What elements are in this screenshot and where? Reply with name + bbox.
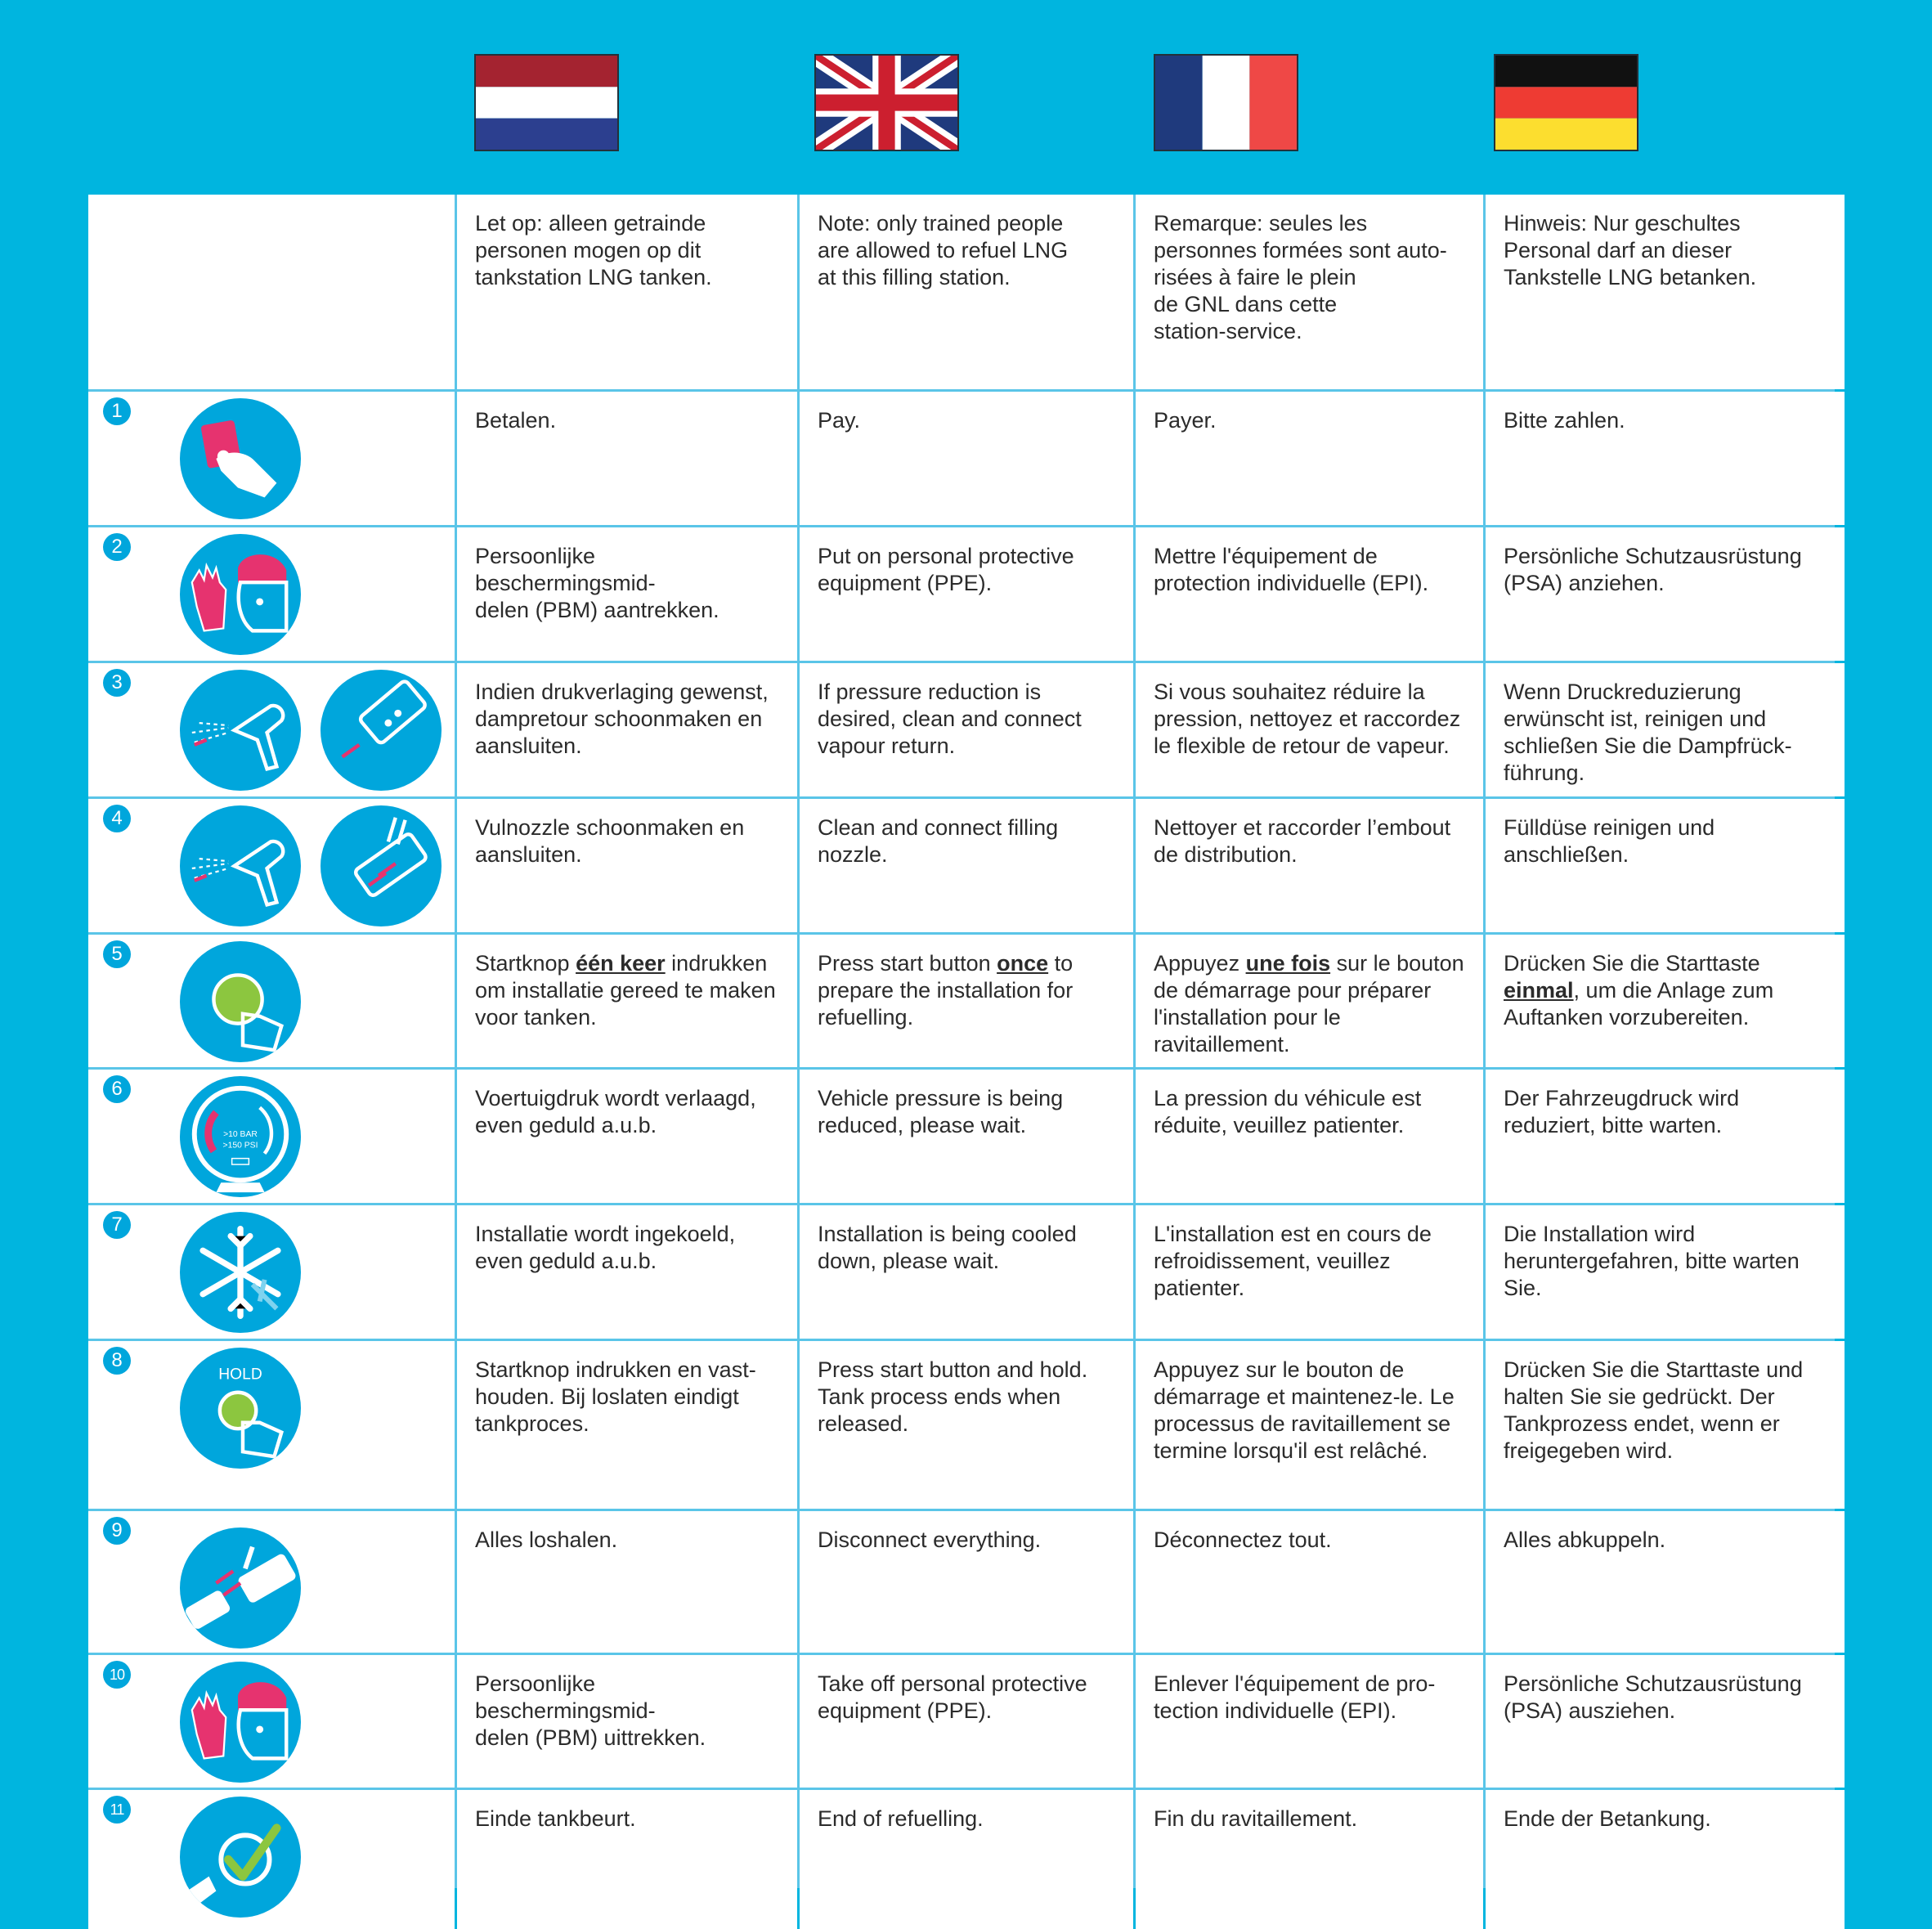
- step-number: 4: [103, 805, 131, 832]
- step-text-nl: Startknop indrukken en vast- houden. Bij loslaten eindigt tankproces.: [457, 1341, 797, 1509]
- protective-equipment-icon: [180, 534, 301, 655]
- text-pre: Startknop: [475, 951, 576, 976]
- step-text-fr: L'installation est en cours de refroidissement, veuillez patienter.: [1136, 1205, 1483, 1339]
- step-number: 7: [103, 1211, 131, 1239]
- step-text-nl: Indien drukverlaging gewenst, dampretour schoonmaken en aansluiten.: [457, 663, 797, 796]
- step-text-fr: Mettre l'équipement de protection individuelle (EPI).: [1136, 527, 1483, 661]
- step-text-en: End of refuelling.: [800, 1790, 1133, 1929]
- step-text-de: Ende der Betankung.: [1486, 1790, 1845, 1929]
- text-post: sur le bouton de démarrage pour préparer l'installation pour le ravitaillement.: [1154, 951, 1464, 1056]
- instruction-table: [88, 195, 1835, 1888]
- step-text-en: [800, 935, 1133, 1067]
- step-text-en: Disconnect everything.: [800, 1511, 1133, 1653]
- step-text-en: Installation is being cooled down, please wait.: [800, 1205, 1133, 1339]
- step-number: 9: [103, 1517, 131, 1545]
- step-number: 2: [103, 533, 131, 561]
- emphasis-text: once: [997, 951, 1049, 976]
- flag-germany-icon: [1494, 54, 1638, 151]
- step-number: 6: [103, 1075, 131, 1103]
- step-text-nl: Betalen.: [457, 392, 797, 525]
- step-number: 8: [103, 1347, 131, 1375]
- step-text-de: Wenn Druckreduzierung erwünscht ist, reinigen und schließen Sie die Dampfrück- führung.: [1486, 663, 1845, 796]
- step-number: 11: [103, 1796, 131, 1824]
- emphasis-text: einmal: [1504, 978, 1574, 1003]
- step-text-en: Put on personal protective equipment (PPE).: [800, 527, 1133, 661]
- step-number: 1: [103, 397, 131, 425]
- step-icon-cell: [88, 1790, 455, 1929]
- step-text-de: Fülldüse reinigen und anschließen.: [1486, 799, 1845, 932]
- disconnect-icon: [180, 1527, 301, 1649]
- step-text-en: Take off personal protective equipment (PPE).: [800, 1655, 1133, 1788]
- step-icon-cell: [88, 1655, 455, 1788]
- step-text-nl: Persoonlijke beschermingsmid- delen (PBM) aantrekken.: [457, 527, 797, 661]
- step-icon-cell: [88, 1511, 455, 1653]
- step-text-en: Pay.: [800, 392, 1133, 525]
- step-text-en: Clean and connect filling nozzle.: [800, 799, 1133, 932]
- text-pre: Drücken Sie die Starttaste: [1504, 951, 1760, 976]
- pressure-gauge-icon: [180, 1076, 301, 1197]
- step-text-de: Bitte zahlen.: [1486, 392, 1845, 525]
- step-icon-cell: [88, 799, 455, 932]
- step-text-de: Drücken Sie die Starttaste und halten Sie sie gedrückt. Der Tankprozess endet, wenn er freigegeben wird.: [1486, 1341, 1845, 1509]
- step-text-en: Vehicle pressure is being reduced, please wait.: [800, 1070, 1133, 1203]
- step-text-fr: [1136, 935, 1483, 1067]
- step-text-fr: Payer.: [1136, 392, 1483, 525]
- step-text-nl: Einde tankbeurt.: [457, 1790, 797, 1929]
- flag-netherlands-icon: [474, 54, 619, 151]
- flag-united-kingdom-icon: [814, 54, 959, 151]
- step-text-en: Press start button and hold. Tank process ends when released.: [800, 1341, 1133, 1509]
- hold-button-icon: [180, 1348, 301, 1469]
- step-icon-cell: [88, 527, 455, 661]
- vapour-return-connect-icon: [321, 670, 442, 791]
- step-text-fr: La pression du véhicule est réduite, veuillez patienter.: [1136, 1070, 1483, 1203]
- text-pre: Press start button: [818, 951, 997, 976]
- step-text-fr: Déconnectez tout.: [1136, 1511, 1483, 1653]
- step-text-de: [1486, 935, 1845, 1067]
- step-text-fr: Nettoyer et raccorder l’embout de distribution.: [1136, 799, 1483, 932]
- checkmark-done-icon: [180, 1797, 301, 1918]
- note-de: Hinweis: Nur geschultes Personal darf an dieser Tankstelle LNG betanken.: [1486, 195, 1845, 389]
- empty-header-cell: [88, 195, 455, 389]
- step-text-nl: [457, 935, 797, 1067]
- note-fr: Remarque: seules les personnes formées sont auto- risées à faire le plein de GNL dans cette station-service.: [1136, 195, 1483, 389]
- pay-card-icon: [180, 398, 301, 519]
- step-icon-cell: [88, 663, 455, 796]
- note-en: Note: only trained people are allowed to refuel LNG at this filling station.: [800, 195, 1133, 389]
- snowflake-icon: [180, 1212, 301, 1333]
- text-post: , um die Anlage zum Auftanken vorzubereiten.: [1504, 978, 1774, 1030]
- gauge-line-1: >10 BAR: [223, 1130, 258, 1139]
- flag-france-icon: [1154, 54, 1298, 151]
- step-text-de: Der Fahrzeugdruck wird reduziert, bitte warten.: [1486, 1070, 1845, 1203]
- step-text-nl: Alles loshalen.: [457, 1511, 797, 1653]
- step-icon-cell: [88, 392, 455, 525]
- step-text-de: Die Installation wird heruntergefahren, bitte warten Sie.: [1486, 1205, 1845, 1339]
- step-icon-cell: [88, 935, 455, 1067]
- text-post: indrukken om installatie gereed te maken voor tanken.: [475, 951, 776, 1030]
- step-text-de: Alles abkuppeln.: [1486, 1511, 1845, 1653]
- hold-label: HOLD: [218, 1366, 262, 1384]
- step-icon-cell: [88, 1070, 455, 1203]
- gauge-line-2: >150 PSI: [222, 1141, 258, 1151]
- step-text-fr: Appuyez sur le bouton de démarrage et maintenez-le. Le processus de ravitaillement se termine lorsqu'il est relâché.: [1136, 1341, 1483, 1509]
- emphasis-text: une fois: [1245, 951, 1331, 976]
- step-text-nl: Vulnozzle schoonmaken en aansluiten.: [457, 799, 797, 932]
- note-nl: Let op: alleen getrainde personen mogen op dit tankstation LNG tanken.: [457, 195, 797, 389]
- step-icon-cell: [88, 1341, 455, 1509]
- emphasis-text: één keer: [576, 951, 666, 976]
- air-gun-clean-icon: [180, 805, 301, 926]
- step-text-nl: Installatie wordt ingekoeld, even geduld a.u.b.: [457, 1205, 797, 1339]
- text-post: to prepare the installation for refuelling.: [818, 951, 1074, 1030]
- step-icon-cell: [88, 1205, 455, 1339]
- step-number: 5: [103, 940, 131, 968]
- step-text-fr: Si vous souhaitez réduire la pression, nettoyez et raccordez le flexible de retour de vapeur.: [1136, 663, 1483, 796]
- nozzle-connect-icon: [321, 805, 442, 926]
- protective-equipment-icon: [180, 1662, 301, 1783]
- press-start-button-icon: [180, 941, 301, 1062]
- step-number: 10: [103, 1661, 131, 1689]
- step-text-fr: Fin du ravitaillement.: [1136, 1790, 1483, 1929]
- air-gun-clean-icon: [180, 670, 301, 791]
- text-pre: Appuyez: [1154, 951, 1246, 976]
- step-text-nl: Persoonlijke beschermingsmid- delen (PBM) uittrekken.: [457, 1655, 797, 1788]
- step-text-nl: Voertuigdruk wordt verlaagd, even geduld a.u.b.: [457, 1070, 797, 1203]
- step-text-de: Persönliche Schutzausrüstung (PSA) anziehen.: [1486, 527, 1845, 661]
- step-text-en: If pressure reduction is desired, clean and connect vapour return.: [800, 663, 1133, 796]
- step-number: 3: [103, 669, 131, 697]
- step-text-de: Persönliche Schutzausrüstung (PSA) ausziehen.: [1486, 1655, 1845, 1788]
- step-text-fr: Enlever l'équipement de pro- tection individuelle (EPI).: [1136, 1655, 1483, 1788]
